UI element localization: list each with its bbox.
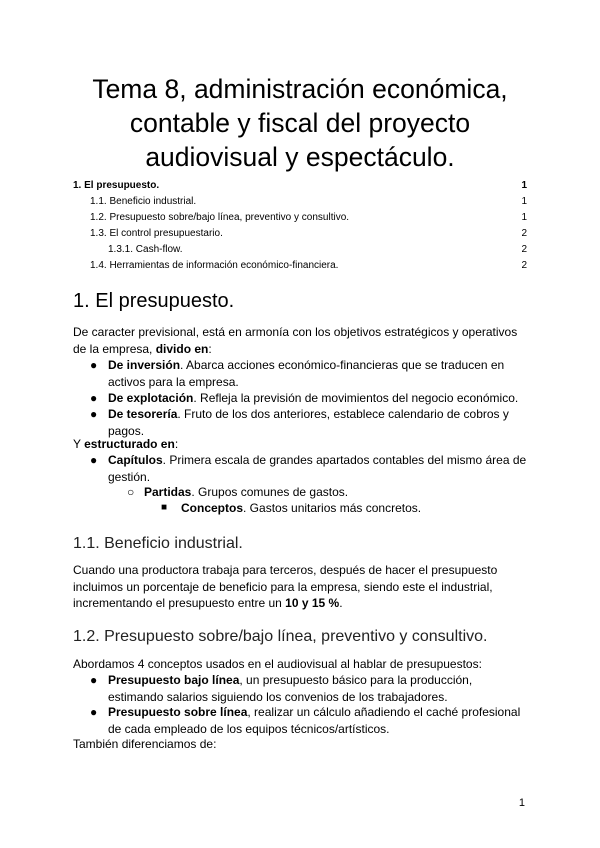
toc-entry[interactable] — [73, 178, 527, 194]
section-paragraph — [73, 562, 528, 612]
subsection-heading: 1.1. Beneficio industrial. — [73, 535, 243, 552]
paragraph-text: Cuando una productora trabaja para terceros, después de hacer el presupuesto incluimos un porcentaje de beneficio para la empresa, siendo este el industrial, incrementando el presupuesto entre un — [73, 563, 498, 610]
list-item-text: , un presupuesto básico para la producción, estimando salarios siguiendo los convenios de los trabajadores. — [108, 673, 473, 704]
page-number: 1 — [518, 797, 525, 809]
toc-entry-page: 2 — [521, 228, 527, 239]
list-item-bold: Capítulos — [108, 453, 163, 467]
subsection-heading: 1.2. Presupuesto sobre/bajo línea, preventivo y consultivo. — [73, 628, 488, 645]
list-item — [90, 704, 528, 737]
toc-entry[interactable] — [73, 242, 527, 258]
section-heading: 1. El presupuesto. — [73, 290, 235, 312]
section-paragraph — [73, 436, 533, 453]
paragraph-bold: divido en — [155, 341, 209, 356]
toc-entry-page: 2 — [521, 260, 527, 271]
paragraph-text: : — [208, 341, 212, 356]
list-item-text: , realizar un cálculo añadiendo el caché profesional de cada empleado de los equipos técnicos/artísticos. — [108, 705, 521, 736]
paragraph-bold: 10 y 15 % — [285, 596, 340, 610]
section-paragraph — [73, 324, 533, 357]
list-item-bold: Presupuesto bajo línea — [108, 673, 240, 687]
list-item-text: . Primera escala de grandes apartados contables del mismo área de gestión. — [108, 453, 527, 484]
list-item — [127, 484, 528, 501]
bullet-marker: ● — [90, 673, 98, 687]
paragraph-text: Y — [73, 437, 85, 451]
toc-entry[interactable] — [73, 194, 527, 210]
bullet-marker: ● — [90, 358, 98, 372]
list-item — [90, 672, 528, 705]
list-item-text: . Gastos unitarios más concretos. — [243, 501, 422, 515]
list-item — [161, 500, 528, 517]
list-item — [90, 452, 528, 485]
toc-entry-label: 1.4. Herramientas de información económico-financiera. — [90, 260, 339, 271]
bullet-marker: ● — [90, 705, 98, 719]
list-item-bold: De inversión — [108, 358, 181, 372]
list-item-bold: Conceptos — [181, 501, 244, 515]
toc-entry-label: 1.2. Presupuesto sobre/bajo línea, preventivo y consultivo. — [90, 212, 350, 223]
toc-entry-label: 1.3.1. Cash-flow. — [108, 244, 183, 255]
circle-bullet-marker: ○ — [127, 485, 135, 499]
section-paragraph: Abordamos 4 conceptos usados en el audiovisual al hablar de presupuestos: — [73, 657, 482, 671]
section-paragraph: También diferenciamos de: — [73, 737, 217, 751]
list-item-text: . Fruto de los dos anteriores, establece calendario de cobros y pagos. — [108, 407, 509, 438]
list-item-bold: Presupuesto sobre línea — [108, 705, 248, 719]
square-bullet-marker: ■ — [161, 502, 168, 513]
paragraph-bold: estructurado en — [84, 437, 175, 451]
toc-entry-page: 1 — [521, 180, 527, 191]
paragraph-text: De caracter previsional, está en armonía con los objetivos estratégicos y operativos de la empresa, — [73, 325, 518, 356]
list-item-bold: Partidas — [144, 485, 192, 499]
toc-entry-label: 1. El presupuesto. — [73, 180, 160, 191]
document-title: Tema 8, administración económica, contable y fiscal del proyecto audiovisual y espectáculo. — [92, 74, 508, 172]
bullet-marker: ● — [90, 453, 98, 467]
bullet-marker: ● — [90, 391, 98, 405]
list-item-bold: De explotación — [108, 391, 194, 405]
list-item — [90, 357, 528, 390]
list-item — [90, 406, 528, 439]
toc-entry-page: 1 — [521, 196, 527, 207]
list-item-text: . Grupos comunes de gastos. — [191, 485, 349, 499]
toc-entry-label: 1.3. El control presupuestario. — [90, 228, 223, 239]
paragraph-text: : — [174, 437, 179, 451]
list-item-text: . Abarca acciones económico-financieras que se traducen en activos para la empresa. — [108, 358, 505, 389]
paragraph-text: . — [339, 596, 343, 610]
table-of-contents — [73, 178, 527, 274]
toc-entry-label: 1.1. Beneficio industrial. — [90, 196, 197, 207]
list-item-bold: De tesorería — [108, 407, 178, 421]
bullet-marker: ● — [90, 407, 98, 421]
toc-entry-page: 2 — [521, 244, 527, 255]
toc-entry[interactable] — [73, 258, 527, 274]
toc-entry-page: 1 — [521, 212, 527, 223]
toc-entry[interactable] — [73, 226, 527, 242]
list-item-text: . Refleja la previsión de movimientos del negocio económico. — [193, 391, 519, 405]
toc-entry[interactable] — [73, 210, 527, 226]
list-item — [90, 390, 528, 407]
